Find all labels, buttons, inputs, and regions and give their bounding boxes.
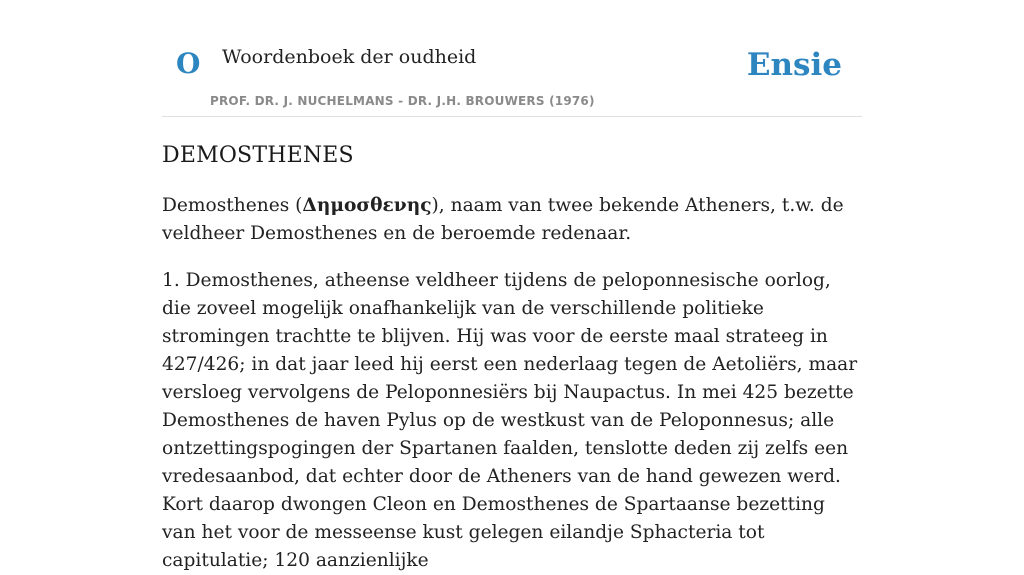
ensie-logo-link[interactable]: Ensie — [746, 47, 842, 83]
entry-intro-paragraph — [162, 192, 862, 248]
book-title[interactable]: Woordenboek der oudheid — [222, 46, 477, 68]
page-header — [162, 0, 862, 117]
intro-text-after: ), naam van twee bekende Atheners, t.w. de veldheer Demosthenes en de beroemde redenaar. — [162, 195, 844, 244]
greek-name: Δημοσθενης — [302, 195, 432, 216]
page-content — [162, 0, 862, 575]
entry-title: DEMOSTHENES — [162, 143, 354, 168]
index-letter: O — [176, 47, 201, 80]
book-authors: PROF. DR. J. NUCHELMANS - DR. J.H. BROUWERS (1976) — [210, 94, 595, 108]
entry-paragraph-1: 1. Demosthenes, atheense veldheer tijdens de peloponnesische oorlog, die zoveel mogelijk onafhankelijk van de verschillende politieke stromingen trachtte te blijven. Hij was voor de eerste maal strateeg in 427/426; in dat jaar leed hij eerst een nederlaag tegen de Aetoliërs, maar versloeg vervolgens de Peloponnesiërs bij Naupactus. In mei 425 bezette Demosthenes de haven Pylus op de westkust van de Peloponnesus; alle ontzettingspogingen der Spartanen faalden, tenslotte deden zij zelfs een vredesaanbod, dat echter door de Atheners van de hand gewezen werd. Kort daarop dwongen Cleon en Demosthenes de Spartaanse bezetting van het voor de messeense kust gelegen eilandje Sphacteria tot capitulatie; 120 aanzienlijke — [162, 270, 858, 571]
intro-text-before: Demosthenes ( — [162, 195, 303, 216]
